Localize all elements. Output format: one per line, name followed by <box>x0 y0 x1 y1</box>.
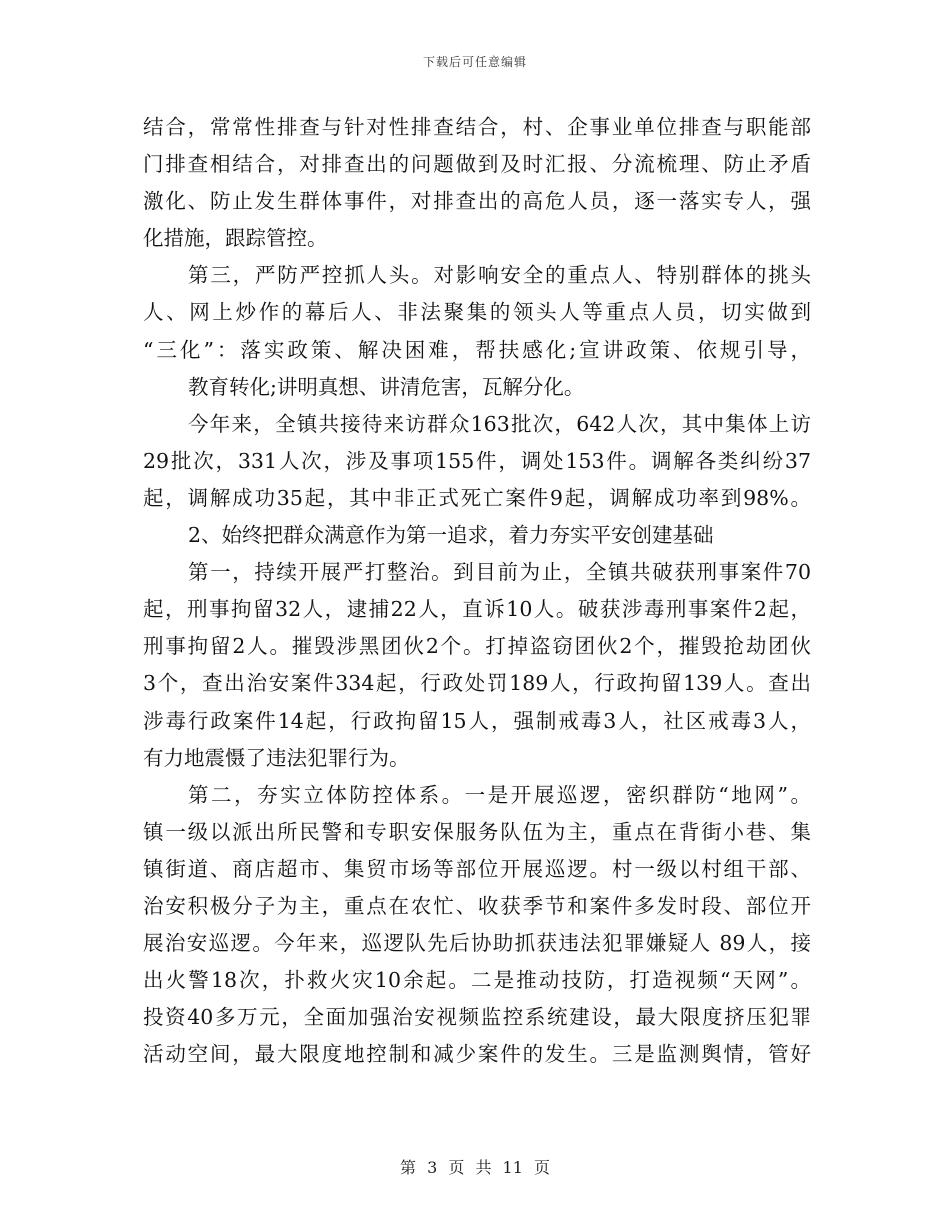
paragraph-line: 出火警18次，扑救火灾10余起。二是推动技防，打造视频“天网”。 <box>143 968 811 993</box>
paragraph-line: 刑事拘留2人。摧毁涉黑团伙2个。打掉盗窃团伙2个，摧毁抢劫团伙 <box>143 634 811 659</box>
document-body <box>143 109 811 1073</box>
page-header: 下载后可任意编辑 <box>422 55 527 69</box>
paragraph-line: 化措施，跟踪管控。 <box>143 226 328 251</box>
paragraph-line: 镇一级以派出所民警和专职安保服务队伍为主，重点在背街小巷、集 <box>143 819 811 844</box>
paragraph-line: 展治安巡逻。今年来，巡逻队先后协助抓获违法犯罪嫌疑人 89人，接 <box>143 931 811 956</box>
page-footer: 第 3 页 共 11 页 <box>400 1158 550 1177</box>
paragraph-line: 第三，严防严控抓人头。对影响安全的重点人、特别群体的挑头 <box>188 263 811 288</box>
paragraph-line: 活动空间，最大限度地控制和减少案件的发生。三是监测舆情，管好 <box>143 1042 811 1067</box>
paragraph-line: 教育转化;讲明真想、讲清危害，瓦解分化。 <box>188 374 585 399</box>
paragraph-line: 激化、防止发生群体事件，对排查出的高危人员，逐一落实专人，强 <box>143 189 811 214</box>
paragraph-line: 有力地震慑了违法犯罪行为。 <box>143 745 410 770</box>
paragraph-line: 涉毒行政案件14起，行政拘留15人，强制戒毒3人，社区戒毒3人， <box>143 708 811 733</box>
paragraph-line: 门排查相结合，对排查出的问题做到及时汇报、分流梳理、防止矛盾 <box>143 152 811 177</box>
paragraph-line: 结合，常常性排查与针对性排查结合，村、企事业单位排查与职能部 <box>143 115 811 139</box>
paragraph-line: 今年来，全镇共接待来访群众163批次，642人次，其中集体上访 <box>188 411 811 436</box>
paragraph-line: 29批次，331人次，涉及事项155件，调处153件。调解各类纠纷37 <box>143 448 811 473</box>
paragraph-line: 镇街道、商店超市、集贸市场等部位开展巡逻。村一级以村组干部、 <box>143 856 811 881</box>
paragraph-line: 3个，查出治安案件334起，行政处罚189人，行政拘留139人。查出 <box>143 671 811 696</box>
paragraph-line: 起，调解成功35起，其中非正式死亡案件9起，调解成功率到98%。 <box>143 485 811 510</box>
paragraph-line: 治安积极分子为主，重点在农忙、收获季节和案件多发时段、部位开 <box>143 893 811 918</box>
paragraph-line: “三化”：落实政策、解决困难，帮扶感化;宣讲政策、依规引导， <box>143 337 811 362</box>
paragraph-line: 2、始终把群众满意作为第一追求，着力夯实平安创建基础 <box>188 523 714 548</box>
paragraph-line: 第一，持续开展严打整治。到目前为止，全镇共破获刑事案件70 <box>188 560 811 585</box>
paragraph-line: 人、网上炒作的幕后人、非法聚集的领头人等重点人员，切实做到 <box>143 300 811 325</box>
paragraph-line: 投资40多万元，全面加强治安视频监控系统建设，最大限度挤压犯罪 <box>143 1005 811 1030</box>
paragraph-line: 起，刑事拘留32人，逮捕22人，直诉10人。破获涉毒刑事案件2起， <box>143 597 811 622</box>
paragraph-line: 第二，夯实立体防控体系。一是开展巡逻，密织群防“地网”。 <box>188 782 811 807</box>
